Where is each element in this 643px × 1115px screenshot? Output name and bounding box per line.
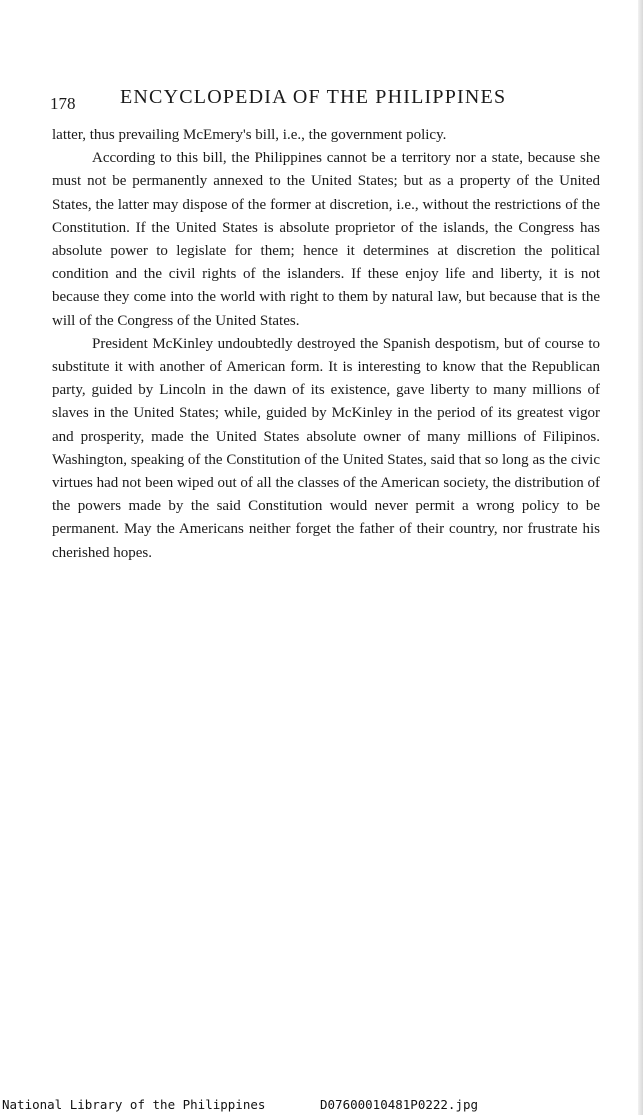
paragraph: According to this bill, the Philippines cannot be a territory nor a state, because she must not be permanently annexed to the United States; but as a property of the United States, the latter may dispose of the former at discretion, i.e., without the restrictions of the Constitution. If the United States is absolute proprietor of the islands, the Congress has absolute power to legislate for them; hence it determines at discretion the political condition and the civil rights of the islanders. If these enjoy life and liberty, it is not because they come into the world with right to them by natural law, but because that is the will of the Congress of the United States. <box>52 150 600 329</box>
paragraph-continued: latter, thus prevailing McEmery's bill, i.e., the government policy. <box>52 127 447 143</box>
page-number: 178 <box>50 94 76 113</box>
paragraph: President McKinley undoubtedly destroyed the Spanish despotism, but of course to substitute it with another of American form. It is interesting to know that the Republican party, guided by Lincoln in the dawn of its existence, gave liberty to many millions of slaves in the United States; while, guided by McKinley in the period of its greatest vigor and prosperity, made the United States absolute owner of many millions of Filipinos. Washington, speaking of the Constitution of the United States, said that so long as the civic virtues had not been wiped out of all the classes of the American society, the distribution of the powers made by the said Constitution would never permit a wrong policy to be permanent. May the Americans neither forget the father of their country, nor frustrate his cherished hopes. <box>52 335 600 561</box>
scan-filename: D07600010481P0222.jpg <box>320 1097 479 1112</box>
body-text <box>52 124 600 565</box>
scan-footer <box>0 1094 643 1115</box>
library-credit: National Library of the Philippines <box>2 1097 266 1112</box>
running-title: ENCYCLOPEDIA OF THE PHILIPPINES <box>120 86 507 108</box>
running-head <box>50 86 610 116</box>
page-edge <box>638 0 643 1115</box>
